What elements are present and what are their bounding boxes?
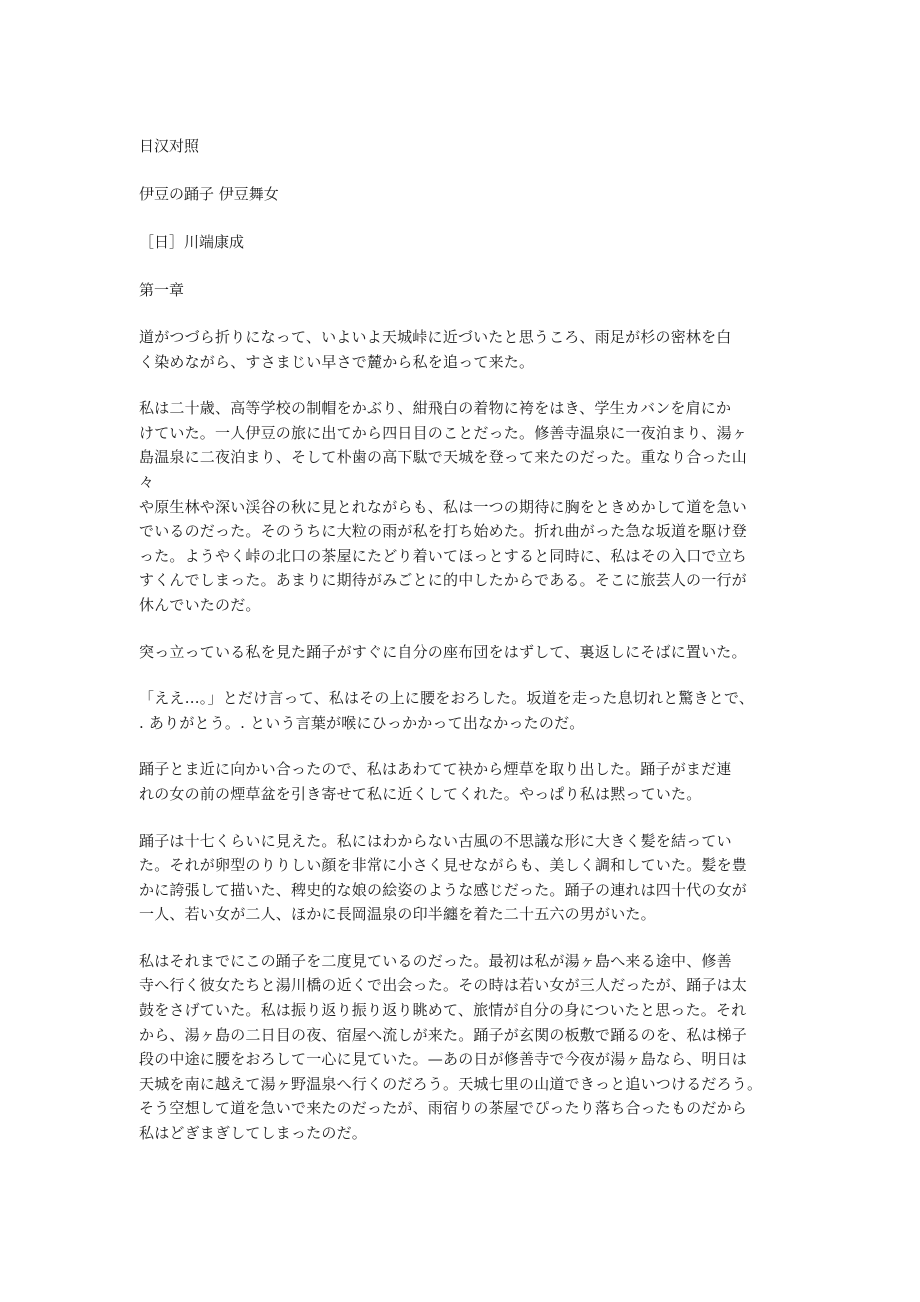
paragraph — [139, 757, 789, 806]
text-line: 休んでいたのだ。 — [139, 595, 261, 614]
chapter-heading: 第一章 — [139, 281, 185, 299]
text-line: 私はそれまでにこの踊子を二度見ているのだった。最初は私が湯ヶ島へ来る途中、修善 — [139, 951, 732, 970]
text-line: から、湯ヶ島の二日目の夜、宿屋へ流しが来た。踊子が玄関の板敷で踊るのを、私は梯子 — [139, 1025, 748, 1044]
text-line: 踊子は十七くらいに見えた。私にはわからない古風の不思議な形に大きく髪を結ってい — [139, 831, 732, 850]
text-line: や原生林や深い渓谷の秋に見とれながらも、私は一つの期待に胸をときめかして道を急い — [139, 497, 748, 516]
text-line: 道がつづら折りになって、いよいよ天城峠に近づいたと思うころ、雨足が杉の密林を白 — [139, 328, 732, 346]
text-line: . ありがとう。. という言葉が喉にひっかかって出なかったのだ。 — [139, 713, 585, 732]
paragraph — [139, 396, 789, 617]
paragraph — [139, 829, 789, 927]
text-line: 段の中途に腰をおろして一心に見ていた。—あの日が修善寺で今夜が湯ヶ島なら、明日は — [139, 1050, 748, 1069]
text-line: 天城を南に越えて湯ヶ野温泉へ行くのだろう。天城七里の山道できっと追いつけるだろう。 — [139, 1074, 763, 1093]
paragraph — [139, 640, 789, 665]
text-line: 突っ立っている私を見た踊子がすぐに自分の座布団をはずして、裏返しにそばに置いた。 — [139, 642, 747, 661]
text-line: けていた。一人伊豆の旅に出てから四日目のことだった。修善寺温泉に一夜泊まり、湯ヶ — [139, 423, 748, 442]
text-line: 「ええ…。」とだけ言って、私はその上に腰をおろした。坂道を走った息切れと驚きとで、 — [139, 689, 755, 708]
body-text — [139, 325, 789, 1146]
paragraph — [139, 949, 789, 1146]
text-line: すくんでしまった。あまりに期待がみごとに的中したからである。そこに旅芸人の一行が — [139, 571, 747, 590]
text-line: そう空想して道を急いで来たのだったが、雨宿りの茶屋でぴったり落ち合ったものだから — [139, 1099, 748, 1118]
paragraph — [139, 686, 789, 735]
text-line: 々 — [139, 472, 155, 491]
text-line: でいるのだった。そのうちに大粒の雨が私を打ち始めた。折れ曲がった急な坂道を駆け登 — [139, 522, 748, 541]
paragraph — [139, 325, 789, 374]
text-line: 島温泉に二夜泊まり、そして朴歯の高下駄で天城を登って来たのだった。重なり合った山 — [139, 448, 748, 467]
text-line: った。ようやく峠の北口の茶屋にたどり着いてほっとすると同時に、私はその入口で立ち — [139, 546, 748, 565]
text-line: 一人、若い女が二人、ほかに長岡温泉の印半纏を着た二十五六の男がいた。 — [139, 905, 656, 924]
document-page — [139, 133, 789, 1168]
text-line: かに誇張して描いた、稗史的な娘の絵姿のような感じだった。踊子の連れは四十代の女が — [139, 880, 748, 899]
bilingual-label: 日汉对照 — [139, 137, 200, 155]
author-line: ［日］川端康成 — [139, 233, 245, 251]
text-line: 踊子とま近に向かい合ったので、私はあわてて袂から煙草を取り出した。踊子がまだ連 — [139, 760, 732, 779]
text-line: 鼓をさげていた。私は振り返り振り返り眺めて、旅情が自分の身についたと思った。それ — [139, 1001, 747, 1020]
text-line: れの女の前の煙草盆を引き寄せて私に近くしてくれた。やっぱり私は黙っていた。 — [139, 784, 702, 803]
text-line: た。それが卵型のりりしい顔を非常に小さく見せながらも、美しく調和していた。髪を豊 — [139, 856, 748, 875]
document-title: 伊豆の踊子 伊豆舞女 — [139, 185, 279, 203]
text-line: 寺へ行く彼女たちと湯川橋の近くで出会った。その時は若い女が三人だったが、踊子は太 — [139, 976, 748, 995]
text-line: 私はどぎまぎしてしまったのだ。 — [139, 1124, 368, 1143]
text-line: く染めながら、すさまじい早さで麓から私を追って来た。 — [139, 352, 535, 371]
text-line: 私は二十歳、高等学校の制帽をかぶり、紺飛白の着物に袴をはき、学生カバンを肩にか — [139, 399, 732, 418]
